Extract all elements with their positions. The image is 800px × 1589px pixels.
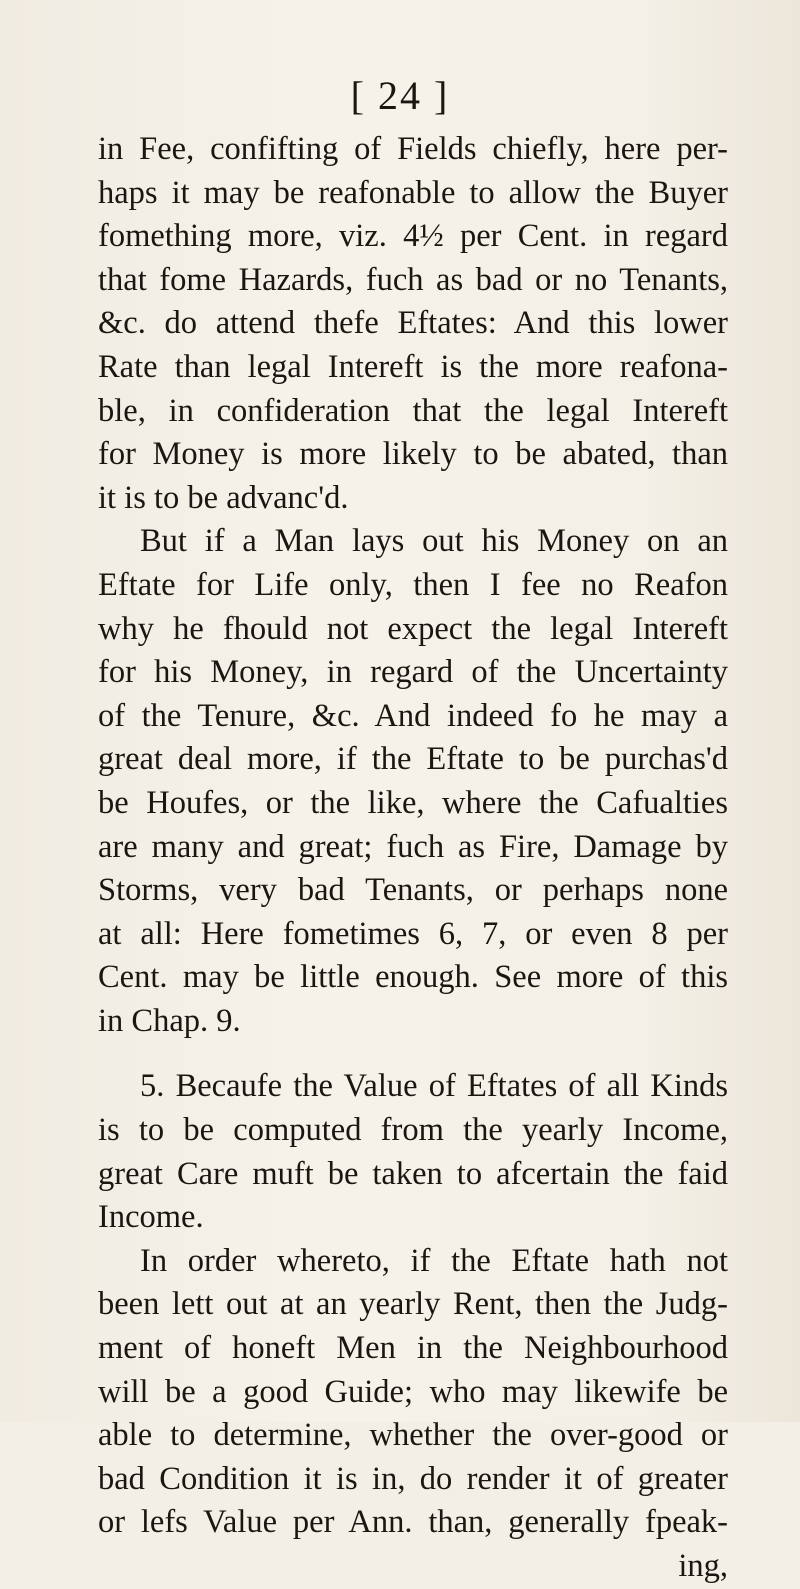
body-text	[98, 128, 728, 1589]
text-line: 5. Becaufe the Value of Eftates of all Kinds	[140, 1068, 728, 1105]
text-line: why he fhould not expect the legal Intereft	[98, 610, 728, 647]
text-line: it is to be advanc'd.	[98, 479, 349, 516]
text-line: haps it may be reafonable to allow the Buyer	[98, 174, 728, 211]
text-line: But if a Man lays out his Money on an	[140, 523, 728, 560]
text-line: in Fee, confifting of Fields chiefly, here per-	[98, 131, 728, 167]
text-line: fomething more, viz. 4½ per Cent. in regard	[98, 218, 728, 255]
text-line: Cent. may be little enough. See more of this	[98, 959, 728, 996]
text-line: been lett out at an yearly Rent, then the Judg-	[98, 1286, 728, 1323]
text-line: bad Condition it is in, do render it of greater	[98, 1460, 728, 1497]
text-line: for Money is more likely to be abated, than	[98, 436, 728, 473]
text-line: is to be computed from the yearly Income,	[98, 1112, 728, 1149]
text-line: in Chap. 9.	[98, 1002, 241, 1039]
text-line: Storms, very bad Tenants, or perhaps none	[98, 872, 728, 909]
text-line: that fome Hazards, fuch as bad or no Tenants,	[98, 261, 728, 298]
text-line: able to determine, whether the over-good or	[98, 1417, 728, 1454]
text-line: of the Tenure, &c. And indeed fo he may a	[98, 697, 728, 734]
text-line: will be a good Guide; who may likewife be	[98, 1373, 728, 1410]
text-line: Income.	[98, 1199, 204, 1236]
text-line: In order whereto, if the Eftate hath not	[140, 1242, 728, 1279]
text-line: ing,	[678, 1548, 728, 1584]
text-line: be Houfes, or the like, where the Cafualties	[98, 784, 728, 821]
text-line: ble, in confideration that the legal Intereft	[98, 392, 728, 429]
text-line: at all: Here fometimes 6, 7, or even 8 per	[98, 915, 728, 952]
page-number: [ 24 ]	[350, 73, 450, 118]
text-line: Eftate for Life only, then I fee no Reafon	[98, 566, 728, 603]
text-line: Rate than legal Intereft is the more reafona-	[98, 348, 728, 385]
text-line: are many and great; fuch as Fire, Damage by	[98, 828, 728, 865]
text-line: &c. do attend thefe Eftates: And this lower	[98, 305, 728, 342]
text-line: great deal more, if the Eftate to be purchas'd	[98, 741, 728, 778]
text-line: for his Money, in regard of the Uncertainty	[98, 654, 728, 691]
text-line: ment of honeft Men in the Neighbourhood	[98, 1330, 728, 1367]
text-line: or lefs Value per Ann. than, generally fpeak-	[98, 1504, 728, 1541]
text-line: great Care muft be taken to afcertain the faid	[98, 1155, 728, 1192]
